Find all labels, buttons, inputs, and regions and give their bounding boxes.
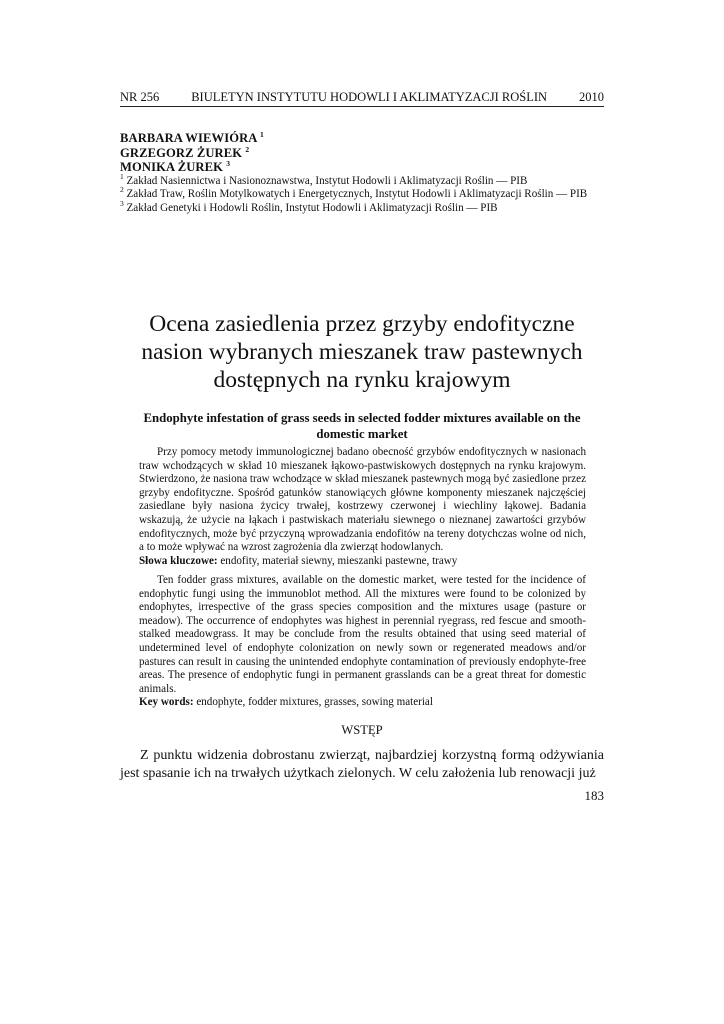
keywords-polish: Słowa kluczowe: endofity, materiał siewny, mieszanki pastewne, trawy [139, 555, 458, 567]
author-name: MONIKA ŻUREK $^3$ [120, 159, 231, 174]
publication-year: 2010 [578, 90, 604, 104]
paper-title-english: Endophyte infestation of grass seeds in selected fodder mixtures available on the domestic market [143, 411, 581, 441]
abstract-polish: Przy pomocy metody immunologicznej badano obecność grzybów endofitycznych w nasionach traw wchodzących w skład 10 mieszanek łąkowo-pastwiskowych dostępnych na rynku krajowym. Stwierdzono, że nasiona traw wchodzące w skład mieszanek pastewnych mogą być zasiedlone przez grzyby endofityczne. Spośród gatunków stanowiących główne komponenty mieszanek najczęściej zasiedlane były nasiona życicy trwałej, kostrzewy czerwonej i wiechliny łąkowej. Badania wskazują, że użycie na łąkach i pastwiskach materiału siewnego o nieznanej zawartości grzybów endofitycznych, może być przyczyną wprowadzania endofitów na tereny dotychczas wolne od nich, a to może wpływać na wzrost zagrożenia dla zwierząt hodowlanych. [139, 446, 586, 554]
author-name: BARBARA WIEWIÓRA $^1$ [120, 130, 264, 145]
issue-number: NR 256 [120, 90, 160, 104]
abstract-english: Ten fodder grass mixtures, available on the domestic market, were tested for the incidence of endophytic fungi using the immunoblot method. All the mixtures were found to be colonized by endophytes, irrespective of the grass species composition and the mixtures usage (pasture or meadow). The occurrence of endophytes was highest in perennial ryegrass, red fescue and smooth-stalked meadowgrass. It may be conclude from the results obtained that using seed material of undetermined level of endophyte colonization on newly sown or regenerated meadows and/or pastures can result in causing the unintended endophyte contamination of previously endophyte-free areas. The presence of endophytic fungi in permanent grasslands can be a great threat for domestic animals. [139, 574, 586, 695]
running-header [120, 90, 604, 107]
affiliation: $^2$ Zakład Traw, Roślin Motylkowatych i Energetycznych, Instytut Hodowli i Aklimatyzacji Roślin — PIB [120, 185, 588, 200]
author-block [120, 131, 610, 215]
journal-name: BIULETYN INSTYTUTU HODOWLI I AKLIMATYZACJI ROŚLIN [191, 90, 548, 104]
body-paragraph: Z punktu widzenia dobrostanu zwierząt, najbardziej korzystną formą odżywiania jest spasanie ich na trwałych użytkach zielonych. W celu założenia lub renowacji już [120, 748, 604, 781]
section-heading: WSTĘP [341, 723, 383, 737]
paper-title: Ocena zasiedlenia przez grzyby endofityczne nasion wybranych mieszanek traw pastewnych dostępnych na rynku krajowym [141, 311, 583, 393]
affiliation: $^1$ Zakład Nasiennictwa i Nasionoznawstwa, Instytut Hodowli i Aklimatyzacji Roślin — PIB [120, 171, 528, 187]
author-name: GRZEGORZ ŻUREK $^2$ [120, 144, 250, 160]
affiliation: $^3$ Zakład Genetyki i Hodowli Roślin, Instytut Hodowli i Aklimatyzacji Roślin — PIB [120, 198, 498, 214]
keywords-english: Key words: endophyte, fodder mixtures, grasses, sowing material [139, 696, 433, 708]
page-number: 183 [584, 788, 604, 803]
